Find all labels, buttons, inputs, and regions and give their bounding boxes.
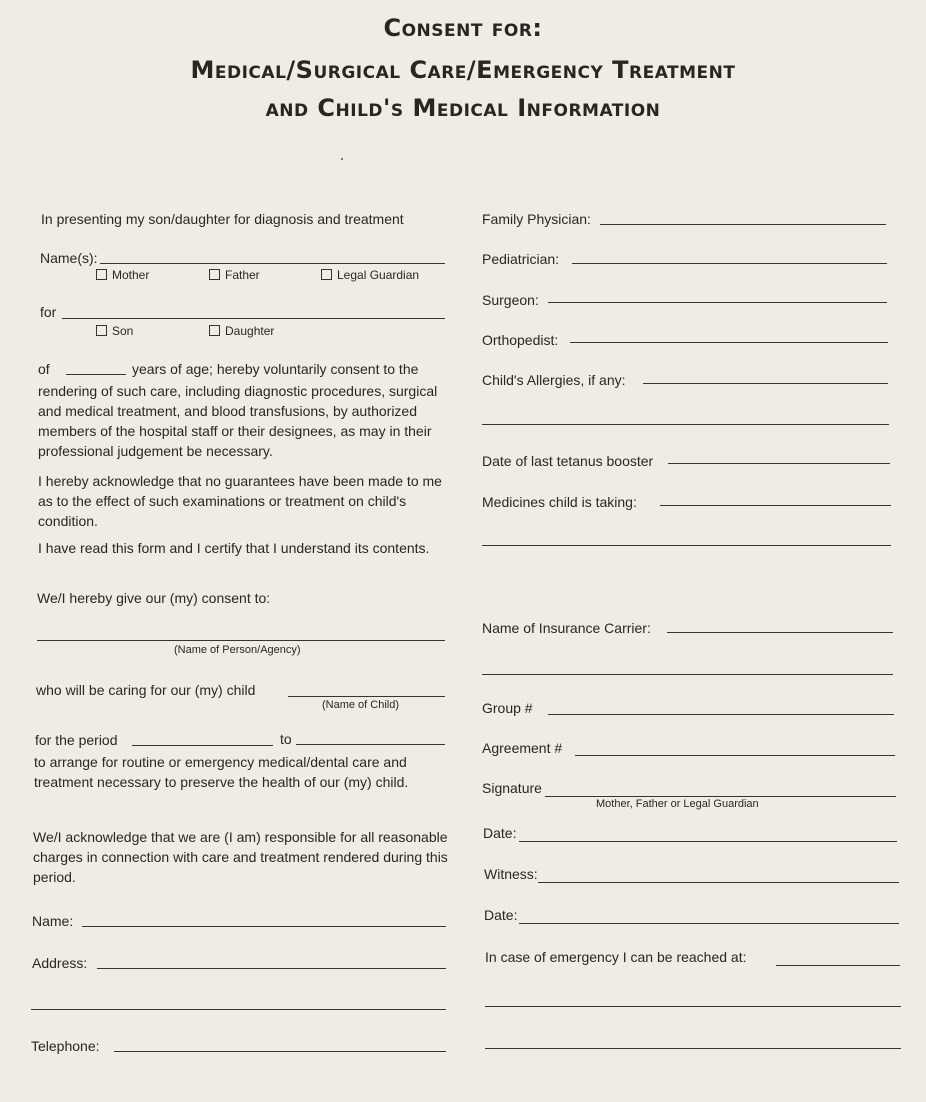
age-rest-text: years of age; hereby voluntarily consent to the: [132, 361, 419, 377]
consent-paragraph: rendering of such care, including diagnostic procedures, surgical and medical treatment, and blood transfusions, by authorized members of the hospital staff or their designees, as may in their professional judgement be necessary.: [38, 383, 438, 459]
medicines-field-line-2[interactable]: [482, 545, 891, 546]
for-label: for: [40, 304, 57, 320]
insurance-carrier-field[interactable]: [667, 632, 893, 633]
daughter-option[interactable]: [209, 324, 274, 338]
period-label: for the period: [35, 732, 118, 748]
medicines-field[interactable]: [660, 505, 891, 506]
family-physician-label: Family Physician:: [482, 211, 591, 227]
surgeon-label: Surgeon:: [482, 292, 539, 308]
tetanus-label: Date of last tetanus booster: [482, 453, 654, 469]
period-to-label: to: [280, 731, 292, 747]
agreement-number-field[interactable]: [575, 755, 895, 756]
name-label: Name:: [32, 913, 74, 929]
allergies-label: Child's Allergies, if any:: [482, 372, 626, 388]
consent-to-text: We/I hereby give our (my) consent to:: [37, 590, 271, 606]
group-number-label: Group #: [482, 700, 533, 716]
name-field[interactable]: [82, 926, 446, 927]
insurance-carrier-label: Name of Insurance Carrier:: [482, 620, 651, 636]
names-label: Name(s):: [40, 250, 98, 266]
daughter-checkbox[interactable]: [209, 325, 220, 336]
person-agency-caption: (Name of Person/Agency): [174, 644, 301, 656]
mother-checkbox[interactable]: [96, 269, 107, 280]
stray-dot: [341, 158, 343, 160]
orthopedist-field[interactable]: [570, 342, 888, 343]
form-title-line-3: and Child's Medical Information: [265, 94, 661, 122]
emergency-contact-label: In case of emergency I can be reached at:: [485, 949, 747, 965]
emergency-contact-field-line-2[interactable]: [485, 1006, 901, 1007]
date-field-2[interactable]: [519, 923, 899, 924]
signature-field[interactable]: [545, 796, 896, 797]
daughter-label: Daughter: [225, 324, 275, 338]
pediatrician-label: Pediatrician:: [482, 251, 560, 267]
date-field-1[interactable]: [519, 841, 897, 842]
surgeon-field[interactable]: [548, 302, 887, 303]
insurance-carrier-field-line-2[interactable]: [482, 674, 893, 675]
legal-guardian-label: Legal Guardian: [337, 268, 420, 282]
child-name-caption: (Name of Child): [322, 699, 400, 711]
address-field-line-2[interactable]: [31, 1009, 446, 1010]
child-name-field[interactable]: [288, 696, 445, 697]
son-option[interactable]: [96, 324, 133, 338]
age-field[interactable]: [66, 374, 126, 375]
signature-label: Signature: [482, 780, 542, 796]
legal-guardian-option[interactable]: [321, 268, 419, 282]
group-number-field[interactable]: [548, 714, 894, 715]
period-start-field[interactable]: [132, 745, 273, 746]
medicines-label: Medicines child is taking:: [482, 494, 637, 510]
emergency-contact-field-line-3[interactable]: [485, 1048, 901, 1049]
date-label-2: Date:: [484, 907, 518, 923]
allergies-field-line-2[interactable]: [482, 424, 889, 425]
witness-field[interactable]: [538, 882, 899, 883]
intro-text: In presenting my son/daughter for diagnosis and treatment: [41, 211, 404, 227]
orthopedist-label: Orthopedist:: [482, 332, 559, 348]
telephone-label: Telephone:: [31, 1038, 100, 1054]
names-field[interactable]: [100, 263, 445, 264]
emergency-contact-field[interactable]: [776, 965, 900, 966]
allergies-field[interactable]: [643, 383, 888, 384]
acknowledge-paragraph: I hereby acknowledge that no guarantees have been made to me as to the effect of such examinations or treatment on child's condition.: [38, 473, 442, 529]
mother-option[interactable]: [96, 268, 149, 282]
read-certify-text: I have read this form and I certify that I understand its contents.: [38, 540, 430, 556]
tetanus-date-field[interactable]: [668, 463, 890, 464]
signature-caption: Mother, Father or Legal Guardian: [596, 798, 759, 810]
witness-label: Witness:: [484, 866, 538, 882]
agreement-number-label: Agreement #: [482, 740, 563, 756]
form-title-line-2: Medical/Surgical Care/Emergency Treatment: [190, 56, 736, 84]
responsible-charges-paragraph: We/I acknowledge that we are (I am) responsible for all reasonable charges in connection with care and treatment rendered during this period.: [33, 829, 448, 885]
address-label: Address:: [32, 955, 88, 971]
form-title-line-1: Consent for:: [383, 14, 543, 42]
father-checkbox[interactable]: [209, 269, 220, 280]
period-end-field[interactable]: [296, 744, 445, 745]
person-agency-field[interactable]: [37, 640, 445, 641]
legal-guardian-checkbox[interactable]: [321, 269, 332, 280]
father-option[interactable]: [209, 268, 260, 282]
pediatrician-field[interactable]: [572, 263, 887, 264]
father-label: Father: [225, 268, 260, 282]
for-child-field[interactable]: [62, 318, 445, 319]
address-field[interactable]: [97, 968, 446, 969]
arrange-care-paragraph: to arrange for routine or emergency medical/dental care and treatment necessary to preserve the health of our (my) child.: [34, 754, 409, 790]
date-label-1: Date:: [483, 825, 517, 841]
telephone-field[interactable]: [114, 1051, 446, 1052]
son-label: Son: [112, 324, 134, 338]
caring-label: who will be caring for our (my) child: [36, 682, 256, 698]
age-of-label: of: [38, 361, 50, 377]
family-physician-field[interactable]: [600, 224, 886, 225]
mother-label: Mother: [112, 268, 150, 282]
son-checkbox[interactable]: [96, 325, 107, 336]
